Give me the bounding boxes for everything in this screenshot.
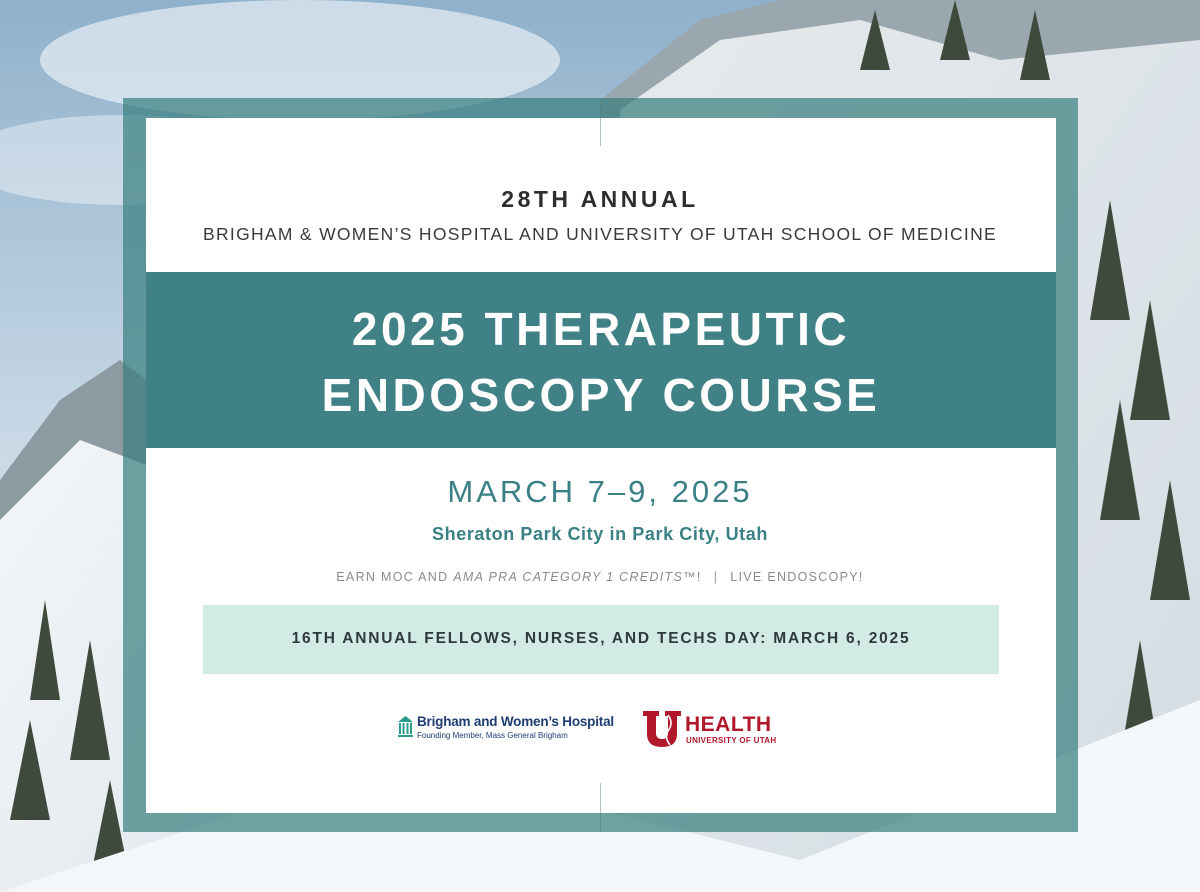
credits-suffix: ™! (683, 570, 702, 584)
bwh-building-icon (398, 716, 413, 738)
credits-italic: AMA PRA CATEGORY 1 CREDITS (453, 570, 684, 584)
credits-line (0, 570, 1200, 584)
utah-health-subtitle: UNIVERSITY OF UTAH (686, 736, 777, 745)
bwh-logo (398, 714, 612, 746)
credits-prefix: EARN MOC AND (336, 570, 454, 584)
bwh-name: Brigham and Women’s Hospital (417, 714, 614, 729)
fold-line-bottom (600, 783, 601, 832)
annual-heading: 28TH ANNUAL (501, 186, 699, 212)
utah-health-logo (643, 711, 783, 749)
live-endoscopy: LIVE ENDOSCOPY! (730, 570, 864, 584)
course-title-line-2: ENDOSCOPY COURSE (321, 369, 881, 421)
hosts-heading: BRIGHAM & WOMEN’S HOSPITAL AND UNIVERSITY OF UTAH SCHOOL OF MEDICINE (203, 224, 997, 244)
fellows-day-text: 16TH ANNUAL FELLOWS, NURSES, AND TECHS DAY: MARCH 6, 2025 (291, 630, 911, 647)
utah-u-block-icon (643, 711, 683, 747)
utah-health-name: HEALTH (685, 713, 772, 736)
content-card (146, 118, 1056, 813)
fold-line-top (600, 98, 601, 146)
course-title-line-1: 2025 THERAPEUTIC (351, 303, 851, 355)
bwh-subtitle: Founding Member, Mass General Brigham (417, 731, 568, 740)
course-venue: Sheraton Park City in Park City, Utah (432, 524, 768, 544)
course-date: MARCH 7–9, 2025 (447, 474, 753, 509)
credits-separator: | (713, 570, 719, 584)
